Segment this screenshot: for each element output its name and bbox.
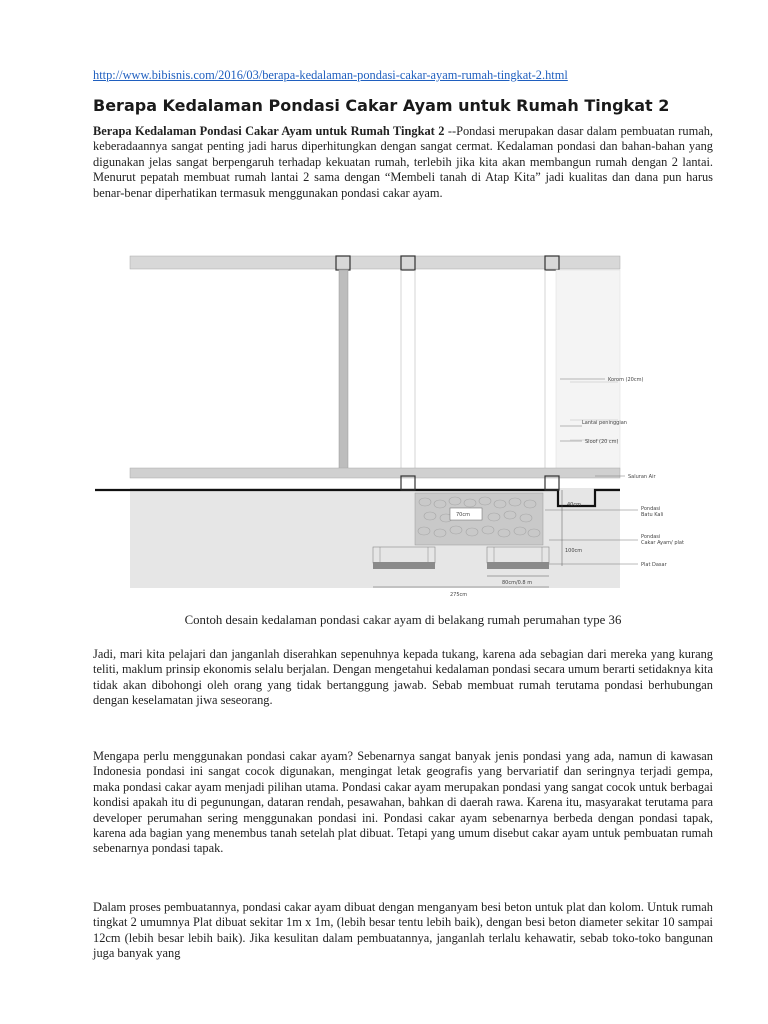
intro-lead: Berapa Kedalaman Pondasi Cakar Ayam untuk Rumah Tingkat 2 — [93, 124, 445, 138]
label-sloof: Sloof (20 cm) — [585, 439, 619, 445]
label-100cm: 100cm — [565, 548, 583, 554]
label-lantai: Lantai peninggian — [582, 420, 627, 426]
intro-paragraph — [93, 124, 713, 201]
intro-text: --Pondasi merupakan dasar dalam pembuatan rumah, keberadaannya sangat penting jadi harus diperhitungkan dengan sangat cermat. Kedalaman pondasi dan bahan-bahan yang digunakan jelas sangat berpengaruh terhadap kekuatan rumah, terlebih jika kita akan membangun rumah dengan 2 lantai. Menurut pepatah membuat rumah lantai 2 sama dengan “Membeli tanah di Atap Kita” jadi kualitas dan dana pun harus benar-benar diperhatikan termasuk menggunakan pondasi cakar ayam. — [93, 124, 713, 200]
article-title: Berapa Kedalaman Pondasi Cakar Ayam untuk Rumah Tingkat 2 — [93, 96, 670, 115]
label-plat-dasar: Plat Dasar — [641, 562, 667, 568]
label-cakar-ayam: Cakar Ayam/ plat — [641, 540, 684, 546]
footing-plate-right — [487, 562, 549, 569]
ring-beam — [130, 256, 620, 269]
label-80cm: 80cm/0.8 m — [502, 580, 533, 586]
label-275cm: 275cm — [450, 592, 468, 598]
figure-caption: Contoh desain kedalaman pondasi cakar ayam di belakang rumah perumahan type 36 — [184, 613, 622, 627]
paragraph-2: Mengapa perlu menggunakan pondasi cakar ayam? Sebenarnya sangat banyak jenis pondasi yang ada, namun di kawasan Indonesia pondasi ini sangat cocok digunakan, mengingat letak geografis yang bervariatif dan seringnya terjadi gempa, maka pondasi cakar ayam menjadi pilihan utama. Pondasi cakar ayam merupakan pondasi yang sangat cocok untuk berbagai kondisi apakah itu di pegunungan, dataran rendah, pesawahan, bahkan di daerah rawa. Karena itu, masyarakat terutama para developer perumahan sering menggunakan pondasi ini. Pondasi cakar ayam sebenarnya berbeda dengan pondasi tapak, karena ada bagian yang menembus tanah setelah plat dibuat. Tetapi yang umum disebut cakar ayam untuk pembuatan rumah sebenarnya pondasi tapak. — [93, 749, 713, 856]
paragraph-1: Jadi, mari kita pelajari dan janganlah diserahkan sepenuhnya kepada tukang, karena ada sebagian dari mereka yang kurang teliti, maklum prinsip ekonomis selalu berjalan. Dengan mengetahui kedalaman pondasi secara umum berarti setidaknya kita tidak akan dibohongi oleh orang yang tidak bertanggung jawab. Sebab membuat rumah terutama pondasi berhubungan dengan keselamatan jiwa seseorang. — [93, 647, 713, 708]
source-link[interactable]: http://www.bibisnis.com/2016/03/berapa-kedalaman-pondasi-cakar-ayam-rumah-tingkat-2.html — [93, 68, 568, 82]
label-saluran: Saluran Air — [628, 474, 656, 480]
foundation-diagram — [90, 244, 684, 604]
label-pondasi-cakar: Pondasi — [641, 534, 661, 540]
label-pondasi-batu: Pondasi — [641, 506, 661, 512]
label-70cm: 70cm — [456, 512, 470, 518]
label-40cm: 40cm — [567, 502, 581, 508]
label-batu-kali: Batu Kali — [641, 512, 664, 518]
footing-plate-left — [373, 562, 435, 569]
foundation-diagram-svg — [90, 244, 684, 604]
column — [339, 270, 348, 476]
paragraph-3: Dalam proses pembuatannya, pondasi cakar ayam dibuat dengan menganyam besi beton untuk plat dan kolom. Untuk rumah tingkat 2 umumnya Plat dibuat sekitar 1m x 1m, (lebih besar tentu lebih baik), dengan besi beton diameter sekitar 10 sampai 12cm (lebih besar lebih baik). Jika kesulitan dalam pembuatannya, janganlah terlalu kehawatir, sebab toko-toko bangunan juga banyak yang — [93, 900, 713, 961]
soil — [130, 488, 620, 588]
label-korom: Korom (20cm) — [608, 377, 644, 383]
